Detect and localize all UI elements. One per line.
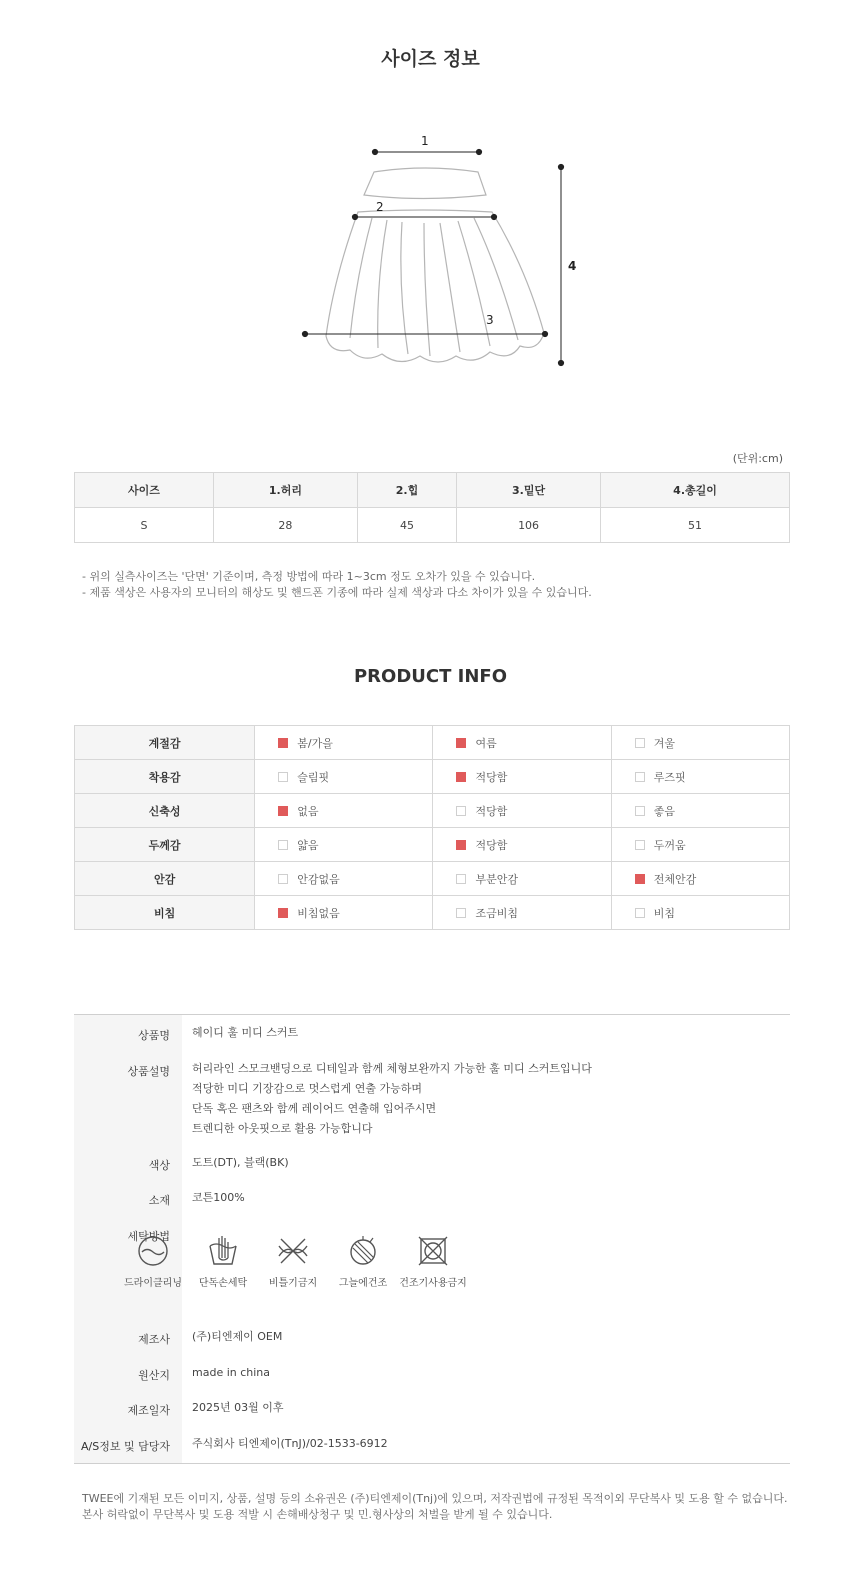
header-cell: 3.밑단: [457, 473, 601, 508]
info-option: [433, 760, 611, 794]
unchecked-box-icon: [635, 772, 645, 782]
measure-label-3: 3: [486, 313, 494, 327]
size-notes: [82, 569, 592, 601]
copyright-line: TWEE에 기재된 모든 이미지, 상품, 설명 등의 소유권은 (주)티엔제이(Tnj)에 있으며, 저작권법에 규정된 목적이외 무단복사 및 도용 할 수 없습니다.: [82, 1492, 788, 1505]
info-option-label: 루즈핏: [653, 770, 686, 784]
info-option: [611, 726, 789, 760]
size-table: [74, 472, 790, 543]
wash-item: [258, 1234, 328, 1289]
info-option-label: 전체안감: [653, 872, 697, 886]
info-option-label: 좋음: [653, 804, 675, 818]
wash-label: 단독손세탁: [198, 1278, 248, 1289]
info-option: [255, 794, 433, 828]
info-option-label: 봄/가을: [297, 736, 333, 750]
info-option-label: 비침없음: [297, 906, 340, 920]
info-row: [75, 828, 790, 862]
info-option: [611, 794, 789, 828]
info-option-label: 얇음: [297, 838, 319, 852]
product-info-title: PRODUCT INFO: [353, 666, 508, 687]
info-option: [255, 828, 433, 862]
info-row: [75, 760, 790, 794]
checked-box-icon: [456, 772, 466, 782]
info-option: [255, 862, 433, 896]
info-label: 비침: [75, 896, 255, 930]
info-option-label: 겨울: [653, 736, 675, 750]
info-label: 안감: [75, 862, 255, 896]
copyright-notice: [82, 1491, 788, 1523]
info-option: [611, 760, 789, 794]
info-option-label: 없음: [297, 804, 319, 818]
date-value: 2025년 03월 이후: [192, 1401, 284, 1414]
unchecked-box-icon: [635, 908, 645, 918]
size-table-header: [75, 473, 790, 508]
info-option: [433, 828, 611, 862]
wash-label: 그늘에건조: [338, 1278, 388, 1289]
wash-item: [328, 1234, 398, 1289]
info-option-label: 적당함: [475, 838, 508, 852]
detail-label: A/S정보 및 담당자: [81, 1440, 170, 1453]
note-line: - 제품 색상은 사용자의 모니터의 해상도 및 핸드폰 기종에 따라 실제 색상과 다소 차이가 있을 수 있습니다.: [82, 586, 592, 599]
wash-item: [188, 1234, 258, 1289]
shade-dry-icon: [346, 1234, 380, 1268]
unit-label: (단위:cm): [732, 452, 783, 465]
table-cell: 106: [457, 508, 601, 543]
unchecked-box-icon: [278, 840, 288, 850]
info-option: [433, 862, 611, 896]
wash-label: 건조기사용금지: [399, 1278, 467, 1289]
copyright-line: 본사 허락없이 무단복사 및 도용 적발 시 손해배상청구 및 민.형사상의 처벌을 받게 될 수 있습니다.: [82, 1508, 553, 1521]
info-option-label: 부분안감: [475, 872, 518, 886]
info-row: [75, 794, 790, 828]
info-row: [75, 726, 790, 760]
measure-label-4: 4: [568, 259, 577, 273]
unchecked-box-icon: [635, 738, 645, 748]
detail-label: 상품설명: [127, 1065, 170, 1078]
info-option: [433, 794, 611, 828]
info-option: [611, 828, 789, 862]
unchecked-box-icon: [635, 806, 645, 816]
info-option-label: 두꺼움: [653, 838, 686, 852]
info-label: 계절감: [75, 726, 255, 760]
no-tumble-dry-icon: [416, 1234, 450, 1268]
info-label: 신축성: [75, 794, 255, 828]
detail-label: 상품명: [138, 1029, 170, 1042]
info-option-label: 적당함: [475, 804, 508, 818]
origin-value: made in china: [192, 1366, 271, 1379]
detail-label: 소재: [148, 1194, 170, 1207]
info-label: 두께감: [75, 828, 255, 862]
wash-icons: [118, 1234, 468, 1294]
header-cell: 2.힙: [357, 473, 456, 508]
info-option: [433, 896, 611, 930]
no-twist-icon: [276, 1234, 310, 1268]
info-row: [75, 896, 790, 930]
measure-label-1: 1: [421, 134, 429, 148]
color-value: 도트(DT), 블랙(BK): [192, 1156, 289, 1169]
checked-box-icon: [278, 908, 288, 918]
as-value: 주식회사 티엔제이(TnJ)/02-1533-6912: [192, 1437, 388, 1450]
table-cell: 45: [357, 508, 456, 543]
info-option: [611, 896, 789, 930]
info-option: [255, 896, 433, 930]
maker-value: (주)티엔제이 OEM: [192, 1330, 283, 1343]
desc-line: 적당한 미디 기장감으로 멋스럽게 연출 가능하며: [192, 1082, 423, 1095]
detail-label: 제조일자: [127, 1404, 170, 1417]
checked-box-icon: [456, 738, 466, 748]
unchecked-box-icon: [456, 874, 466, 884]
product-info-table: [74, 725, 790, 930]
skirt-measurement-diagram: [290, 128, 590, 378]
info-label: 착용감: [75, 760, 255, 794]
unchecked-box-icon: [456, 908, 466, 918]
product-name: 헤이디 훌 미디 스커트: [192, 1026, 299, 1039]
note-line: - 위의 실측사이즈는 '단면' 기준이며, 측정 방법에 따라 1~3cm 정도 오차가 있을 수 있습니다.: [82, 570, 536, 583]
size-info-title: 사이즈 정보: [381, 48, 480, 70]
material-value: 코튼100%: [192, 1191, 245, 1204]
unchecked-box-icon: [635, 840, 645, 850]
info-option-label: 조금비침: [475, 906, 518, 920]
wash-item: [118, 1234, 188, 1289]
info-option-label: 여름: [475, 736, 497, 750]
info-option: [433, 726, 611, 760]
wash-label: 드라이클리닝: [124, 1278, 182, 1289]
table-cell: 28: [213, 508, 357, 543]
checked-box-icon: [456, 840, 466, 850]
desc-line: 트렌디한 아웃핏으로 활용 가능합니다: [192, 1122, 373, 1135]
info-option-label: 슬림핏: [297, 770, 330, 784]
info-option: [611, 862, 789, 896]
measure-label-2: 2: [376, 200, 384, 214]
info-option: [255, 760, 433, 794]
wash-label: 비틀기금지: [268, 1278, 318, 1289]
detail-label: 원산지: [138, 1369, 170, 1382]
table-cell: S: [75, 508, 214, 543]
detail-label: 색상: [148, 1159, 170, 1172]
checked-box-icon: [278, 738, 288, 748]
checked-box-icon: [278, 806, 288, 816]
info-option-label: 적당함: [475, 770, 508, 784]
info-option: [255, 726, 433, 760]
unchecked-box-icon: [278, 874, 288, 884]
table-cell: 51: [601, 508, 790, 543]
unchecked-box-icon: [456, 806, 466, 816]
desc-line: 허리라인 스모크밴딩으로 디테일과 함께 체형보완까지 가능한 훌 미디 스커트입니다: [192, 1062, 592, 1075]
info-row: [75, 862, 790, 896]
header-cell: 4.총길이: [601, 473, 790, 508]
table-row: [75, 508, 790, 543]
unchecked-box-icon: [278, 772, 288, 782]
info-option-label: 비침: [653, 906, 675, 920]
checked-box-icon: [635, 874, 645, 884]
info-option-label: 안감없음: [297, 872, 340, 886]
dry-clean-icon: [136, 1234, 170, 1268]
header-cell: 1.허리: [213, 473, 357, 508]
desc-line: 단독 혹은 팬츠와 함께 레이어드 연출해 입어주시면: [192, 1102, 437, 1115]
header-cell: 사이즈: [75, 473, 214, 508]
detail-label: 제조사: [138, 1333, 170, 1346]
detail-label: 세탁방법: [127, 1230, 170, 1243]
hand-wash-icon: [206, 1234, 240, 1268]
wash-item: [398, 1234, 468, 1289]
